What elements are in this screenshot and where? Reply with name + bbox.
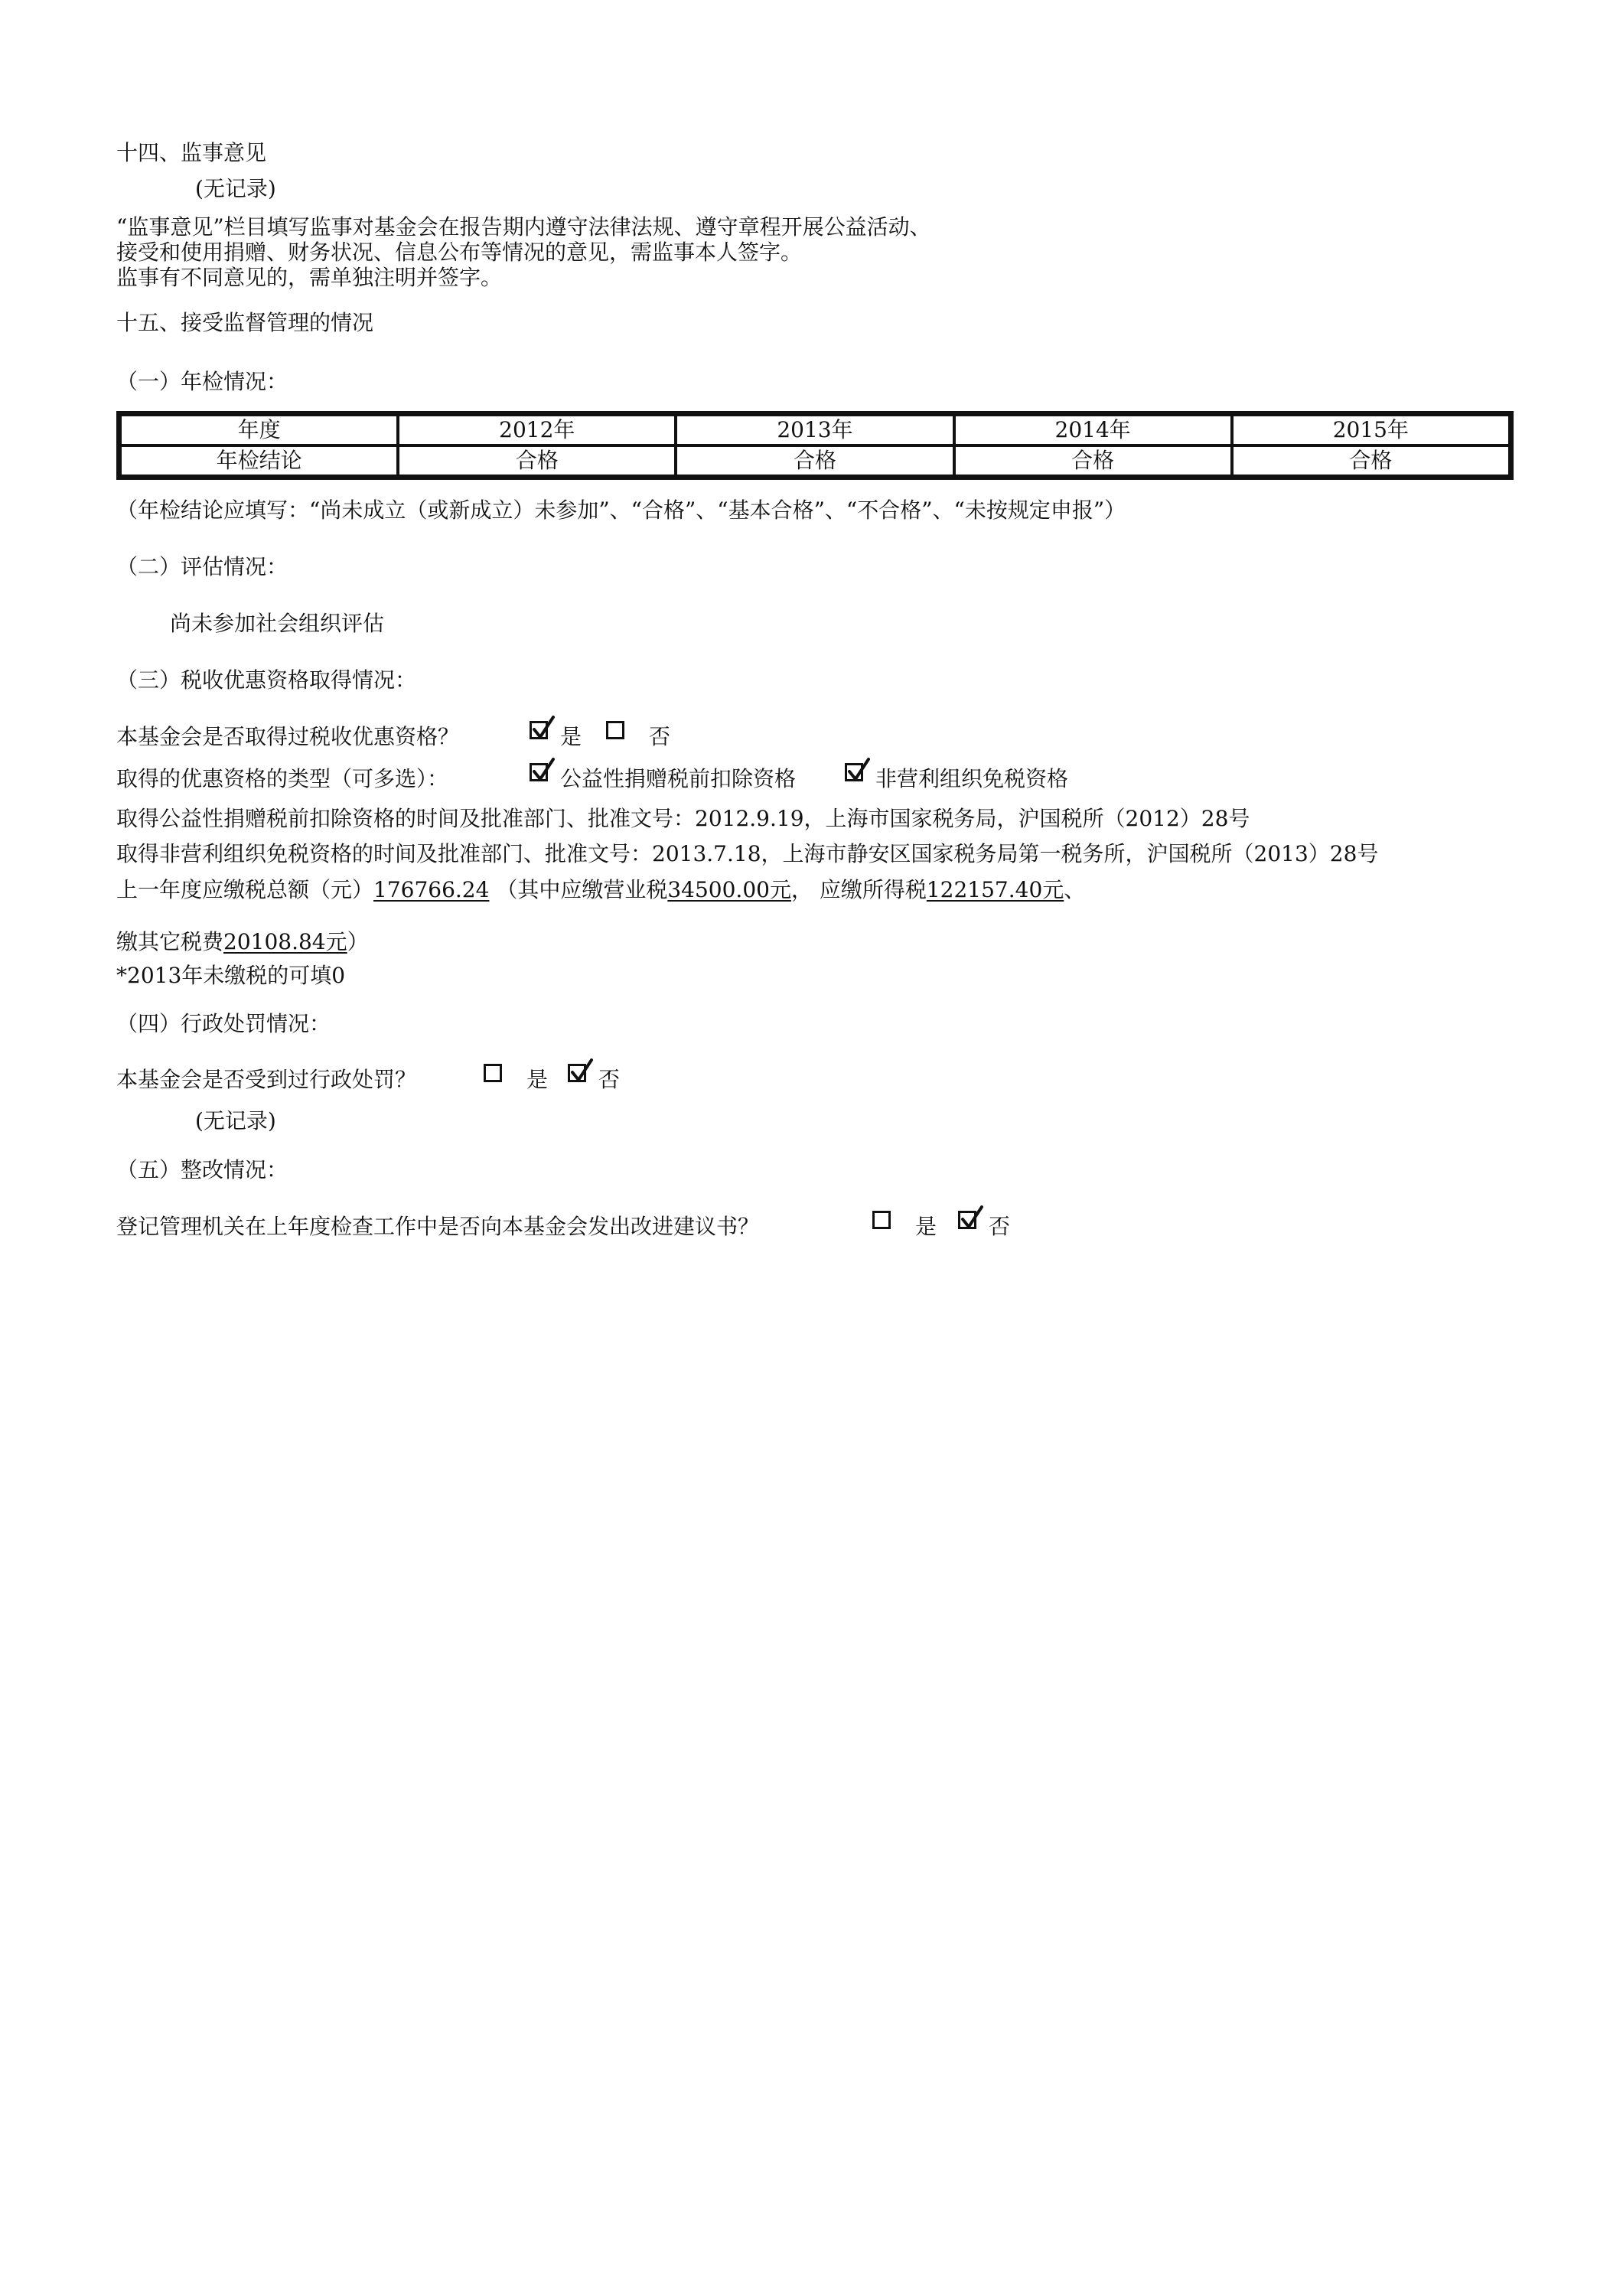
rectify-no-checkbox[interactable] (958, 1211, 976, 1229)
tax-total-mid2: ， 应缴所得税 (790, 877, 927, 902)
table-cell-result: 合格 (1232, 445, 1510, 476)
penalty-no-label: 否 (598, 1067, 621, 1092)
section-15-heading: 十五、接受监督管理的情况 (116, 310, 374, 335)
evaluation-heading: （二）评估情况： (116, 554, 288, 579)
business-tax-value: 34500.00元 (667, 877, 791, 902)
table-cell-year: 2013年 (676, 415, 953, 445)
penalty-no-record: (无记录) (195, 1108, 276, 1133)
section-14-note-line3: 监事有不同意见的，需单独注明并签字。 (116, 265, 503, 290)
income-tax-value: 122157.40元 (926, 877, 1064, 902)
section-14-note-line1: “监事意见”栏目填写监事对基金会在报告期内遵守法律法规、遵守章程开展公益活动、 (116, 214, 931, 240)
other-tax-line (116, 929, 369, 955)
section-14-note-line2: 接受和使用捐赠、财务状况、信息公布等情况的意见，需监事本人签字。 (116, 240, 803, 265)
penalty-question: 本基金会是否受到过行政处罚？ (116, 1067, 417, 1092)
rectify-question: 登记管理机关在上年度检查工作中是否向本基金会发出改进建议书？ (116, 1214, 760, 1239)
section-14-heading: 十四、监事意见 (116, 140, 267, 165)
rectify-yes-checkbox[interactable] (872, 1211, 891, 1229)
table-row (120, 415, 1510, 445)
tax-exempt-line: 取得非营利组织免税资格的时间及批准部门、批准文号：2013.7.18，上海市静安区国家税务局第一税务所，沪国税所（2013）28号 (116, 841, 1379, 866)
tax-total-end: 、 (1064, 877, 1086, 902)
penalty-yes-checkbox[interactable] (484, 1064, 502, 1082)
table-cell-result: 合格 (676, 445, 953, 476)
annual-inspection-note: （年检结论应填写：“尚未成立（或新成立）未参加”、“合格”、“基本合格”、“不合格”、“未按规定申报”） (116, 497, 1126, 523)
rectify-no-label: 否 (989, 1214, 1011, 1239)
tax-total-prefix: 上一年度应缴税总额（元） (116, 877, 374, 902)
tax-yes-checkbox[interactable] (530, 721, 548, 739)
tax-total-line (116, 877, 1085, 903)
tax-type2-label: 非营利组织免税资格 (875, 766, 1069, 791)
table-cell-result-label: 年检结论 (120, 445, 398, 476)
tax-deduction-line: 取得公益性捐赠税前扣除资格的时间及批准部门、批准文号：2012.9.19，上海市国家税务局，沪国税所（2012）28号 (116, 806, 1250, 831)
table-cell-year: 2015年 (1232, 415, 1510, 445)
section-14-no-record: (无记录) (195, 176, 276, 201)
tax-type2-checkbox[interactable] (845, 763, 863, 781)
penalty-heading: （四）行政处罚情况： (116, 1011, 331, 1036)
tax-type-question: 取得的优惠资格的类型（可多选）： (116, 766, 449, 791)
check-mark-icon (846, 758, 872, 784)
check-mark-icon (530, 716, 556, 742)
evaluation-text: 尚未参加社会组织评估 (170, 611, 385, 636)
tax-no-checkbox[interactable] (606, 721, 624, 739)
other-tax-end: ） (347, 929, 369, 954)
check-mark-icon (959, 1205, 985, 1231)
table-cell-year-label: 年度 (120, 415, 398, 445)
tax-question: 本基金会是否取得过税收优惠资格？ (116, 724, 460, 749)
annual-inspection-table (116, 411, 1514, 480)
tax-footnote: *2013年未缴税的可填0 (116, 963, 346, 988)
check-mark-icon (569, 1058, 595, 1084)
tax-type1-checkbox[interactable] (530, 763, 548, 781)
tax-heading: （三）税收优惠资格取得情况： (116, 667, 417, 693)
table-cell-year: 2014年 (954, 415, 1232, 445)
tax-yes-label: 是 (560, 724, 582, 749)
tax-total-mid: （其中应缴营业税 (489, 877, 668, 902)
tax-total-value: 176766.24 (373, 877, 490, 902)
annual-inspection-heading: （一）年检情况： (116, 369, 288, 394)
check-mark-icon (530, 758, 556, 784)
table-cell-result: 合格 (398, 445, 676, 476)
penalty-no-checkbox[interactable] (568, 1064, 586, 1082)
tax-type1-label: 公益性捐赠税前扣除资格 (560, 766, 797, 791)
rectify-heading: （五）整改情况： (116, 1157, 288, 1182)
other-tax-value: 20108.84元 (223, 929, 347, 954)
table-row (120, 445, 1510, 476)
other-tax-prefix: 缴其它税费 (116, 929, 224, 954)
table-cell-year: 2012年 (398, 415, 676, 445)
penalty-yes-label: 是 (526, 1067, 549, 1092)
tax-no-label: 否 (649, 724, 671, 749)
rectify-yes-label: 是 (915, 1214, 937, 1239)
table-cell-result: 合格 (954, 445, 1232, 476)
